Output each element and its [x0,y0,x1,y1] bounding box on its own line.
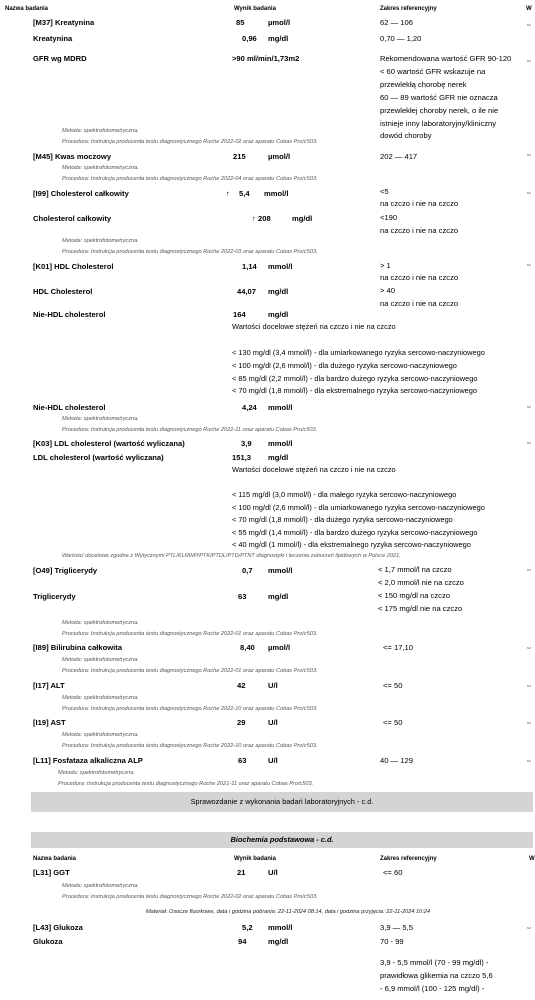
test-unit: mg/dl [268,592,289,601]
target-values-text: < 85 mg/dl (2,2 mmol/l) - dla bardzo dużego ryzyka sercowo-naczyniowego [232,374,478,383]
test-value: 0,96 [242,34,257,43]
test-value: 44,07 [237,287,257,296]
test-range: 0,70 — 1,20 [380,34,422,43]
edge-mark: sz [527,567,531,572]
test-value: 164 [233,310,246,319]
test-unit: mg/dl [268,310,289,319]
test-range: < 2,0 mmol/l nie na czczo [378,578,464,587]
edge-mark: sz [527,22,531,27]
procedure-note: Procedura: Instrukcja producenta testu diagnostycznego Roche 2022-04 oraz aparatu Cobas Pro/c503. [62,176,318,182]
test-name: [I99] Cholesterol całkowity [33,189,129,198]
test-unit: µmol/l [268,18,291,27]
test-value: 151,3 [232,453,252,462]
edge-mark: sz [527,404,531,409]
test-range: <= 50 [383,681,403,690]
target-values-text: < 130 mg/dl (3,4 mmol/l) - dla umiarkowanego ryzyka sercowo-naczyniowego [232,348,485,357]
test-range: na czczo i nie na czczo [380,299,459,308]
method-note: Metoda: spektrofotometryczna. [62,883,139,889]
test-range: <= 60 [383,868,403,877]
test-unit: µmol/l [268,152,291,161]
test-range: na czczo i nie na czczo [380,273,459,282]
test-value: 85 [236,18,245,27]
test-value: 8,40 [240,643,255,652]
target-values-text: < 70 mg/dl (1,8 mmol/l) - dla dużego ryzyka sercowo-naczyniowego [232,515,453,524]
method-note: Metoda: spektrofotometryczna. [62,128,139,134]
col-header-name: Nazwa badania [5,6,49,12]
test-name: Nie-HDL cholesterol [33,403,106,412]
test-value: >90 ml/min/1,73m2 [232,54,300,63]
test-value: 63 [238,756,247,765]
target-values-text: < 70 mg/dl (1,8 mmol/l) - dla ekstremalnego ryzyka sercowo-naczyniowego [232,386,478,395]
target-values-text: < 115 mg/dl (3,0 mmol/l) - dla małego ryzyka sercowo-naczyniowego [232,490,457,499]
test-name: GFR wg MDRD [33,54,87,63]
procedure-note: Procedura: Instrukcja producenta testu diagnostycznego Roche 2022-01 oraz aparatu Cobas Pro/c503. [62,668,318,674]
high-flag: ↑ [226,189,230,198]
report-footer-bar [31,792,533,812]
test-range: <= 17,10 [383,643,413,652]
col-header-result: Wynik badania [234,856,276,862]
procedure-note: Procedura: Instrukcja producenta testu diagnostycznego Roche 2021-11 oraz aparatu Cobas Pro/c503. [58,781,314,787]
test-range: < 175 mg/dl nie na czczo [378,604,463,613]
test-unit: mmol/l [264,189,289,198]
test-name: [K01] HDL Cholesterol [33,262,114,271]
method-note: Metoda: spektrofotometryczna. [62,695,139,701]
test-range: na czczo i nie na czczo [380,226,459,235]
procedure-note: Procedura: Instrukcja producenta testu diagnostycznego Roche 2022-11 oraz aparatu Cobas Pro/c503. [62,427,318,433]
edge-mark: sz [527,645,531,650]
test-name: Triglicerydy [33,592,76,601]
guidelines-note: Wartości docelowe zgodne z Wytycznymi PTL/KLRWP/PTK/PTDL/PTD/PTNT diagnostyki i leczenia zaburzeń lipidowych w Polsce 2021. [62,553,401,559]
method-note: Metoda: spektrofotometryczna. [62,416,139,422]
edge-mark: sz [527,152,531,157]
test-name: [O49] Triglicerydy [33,566,98,575]
method-note: Metoda: spektrofotometryczna. [62,732,139,738]
edge-mark: sz [527,720,531,725]
test-value: 208 [258,214,271,223]
method-note: Metoda: spektrofotometryczna. [62,657,139,663]
test-range: 3,9 - 5,5 mmol/l (70 - 99 mg/dl) - [380,958,489,967]
edge-mark: sz [527,190,531,195]
test-name: Glukoza [33,937,63,946]
procedure-note: Procedura: Instrukcja producenta testu diagnostycznego Roche 2022-02 oraz aparatu Cobas Pro/c503. [62,139,318,145]
procedure-note: Procedura: Instrukcja producenta testu diagnostycznego Roche 2022-10 oraz aparatu Cobas Pro/c503. [62,743,318,749]
test-value: 94 [238,937,247,946]
test-unit: mg/dl [268,937,289,946]
test-range: 60 — 89 wartość GFR nie oznacza [380,93,498,102]
test-value: 63 [238,592,247,601]
test-unit: mg/dl [292,214,313,223]
test-range: 3,9 — 5,5 [380,923,413,932]
test-range: < 1,7 mmol/l na czczo [378,565,452,574]
test-range: <5 [380,187,389,196]
test-name: Kreatynina [33,34,73,43]
edge-mark: sz [527,440,531,445]
test-unit: U/l [268,681,278,690]
target-values-text: < 100 mg/dl (2,6 mmol/l) - dla dużego ryzyka sercowo-naczyniowego [232,361,457,370]
test-range: > 1 [380,261,391,270]
target-values-text: Wartości docelowe stężeń na czczo i nie na czczo [232,322,396,331]
target-values-text: Wartości docelowe stężeń na czczo i nie na czczo [232,465,396,474]
col-header-edge: W [529,856,535,862]
test-range: < 150 mg/dl na czczo [378,591,450,600]
target-values-text: < 40 mg/dl (1 mmol/l) - dla ekstremalnego ryzyka sercowo-naczyniowego [232,540,471,549]
test-value: 4,24 [242,403,257,412]
procedure-note: Procedura: Instrukcja producenta testu diagnostycznego Roche 2022-02 oraz aparatu Cobas Pro/c503. [62,894,318,900]
test-unit: mg/dl [268,287,289,296]
edge-mark: sz [527,758,531,763]
edge-mark: sz [527,262,531,267]
col-header-result: Wynik badania [234,6,276,12]
test-range: dowód choroby [380,131,432,140]
section-header-bar [31,832,533,848]
test-range: 202 — 417 [380,152,418,161]
test-range: Rekomendowana wartość GFR 90-120 [380,54,512,63]
test-unit: mg/dl [268,34,289,43]
test-unit: U/l [268,756,278,765]
test-name: Cholesterol całkowity [33,214,112,223]
col-header-name: Nazwa badania [33,856,77,862]
test-name: [I89] Bilirubina całkowita [33,643,123,652]
col-header-range: Zakres referencyjny [380,6,437,12]
test-range: 62 — 106 [380,18,413,27]
test-unit: mg/dl [268,453,289,462]
edge-mark: sz [527,683,531,688]
test-name: HDL Cholesterol [33,287,93,296]
method-note: Metoda: spektrofotometryczna. [58,770,135,776]
test-range: > 40 [380,286,395,295]
test-unit: mmol/l [268,403,293,412]
test-range: prawidłowa glikemia na czczo 5,6 [380,971,493,980]
edge-mark: sz [527,925,531,930]
test-name: [L11] Fosfataza alkaliczna ALP [33,756,143,765]
col-header-range: Zakres referencyjny [380,856,437,862]
test-range: <= 50 [383,718,403,727]
test-unit: U/l [268,868,278,877]
method-note: Metoda: spektrofotometryczna. [62,620,139,626]
report-footer-text: Sprawozdanie z wykonania badań laboratoryjnych - c.d. [190,797,374,806]
target-values-text: < 55 mg/dl (1,4 mmol/l) - dla bardzo dużego ryzyka sercowo-naczyniowego [232,528,478,537]
section-title: Biochemia podstawowa - c.d. [230,835,334,844]
test-range: 70 - 99 [380,937,404,946]
test-unit: mmol/l [268,923,293,932]
test-name: [I17] ALT [33,681,65,690]
test-name: [L43] Glukoza [33,923,83,932]
target-values-text: < 100 mg/dl (2,6 mmol/l) - dla umiarkowanego ryzyka sercowo-naczyniowego [232,503,485,512]
test-name: [M45] Kwas moczowy [33,152,112,161]
test-value: 1,14 [242,262,257,271]
test-name: Nie-HDL cholesterol [33,310,106,319]
test-range: istnieje inny laboratoryjny/kliniczny [380,119,497,128]
test-range: na czczo i nie na czczo [380,199,459,208]
test-unit: µmol/l [268,643,291,652]
test-range: przewlekłej choroby nerek, o ile nie [380,106,499,115]
test-name: [I19] AST [33,718,66,727]
test-value: 0,7 [242,566,253,575]
test-value: 29 [237,718,246,727]
test-unit: U/l [268,718,278,727]
method-note: Metoda: spektrofotometryczna. [62,238,139,244]
test-range: < 60 wartość GFR wskazuje na [380,67,486,76]
procedure-note: Procedura: Instrukcja producenta testu diagnostycznego Roche 2022-01 oraz aparatu Cobas Pro/c503. [62,631,318,637]
method-note: Metoda: spektrofotometryczna. [62,165,139,171]
test-value: 3,9 [241,439,252,448]
test-name: [L31] GGT [33,868,70,877]
col-header-edge: W [526,6,532,12]
material-note: Materiał: Osocze fluorkowe, data i godzina pobrania: 22-11-2024 08:14, data i godzina przyjęcia: 22-11-2024 10:24 [146,909,431,915]
test-range: - 6,9 mmol/l (100 - 125 mg/dl) - [380,984,485,993]
test-name: LDL cholesterol (wartość wyliczana) [33,453,164,462]
test-value: 42 [237,681,246,690]
edge-mark: sz [527,58,531,63]
test-value: 215 [233,152,246,161]
test-range: przewlekłą chorobę nerek [380,80,467,89]
test-unit: mmol/l [268,439,293,448]
test-value: 21 [237,868,246,877]
procedure-note: Procedura: Instrukcja producenta testu diagnostycznego Roche 2022-03 oraz aparatu Cobas Pro/c503. [62,249,318,255]
test-value: 5,2 [242,923,253,932]
high-flag: ↑ [252,214,256,223]
test-name: [K03] LDL cholesterol (wartość wyliczana) [33,439,185,448]
procedure-note: Procedura: Instrukcja producenta testu diagnostycznego Roche 2022-10 oraz aparatu Cobas Pro/c503. [62,706,318,712]
test-unit: mmol/l [268,566,293,575]
test-name: [M37] Kreatynina [33,18,95,27]
test-range: 40 — 129 [380,756,413,765]
test-unit: mmol/l [268,262,293,271]
test-range: <190 [380,213,398,222]
test-value: 5,4 [239,189,250,198]
